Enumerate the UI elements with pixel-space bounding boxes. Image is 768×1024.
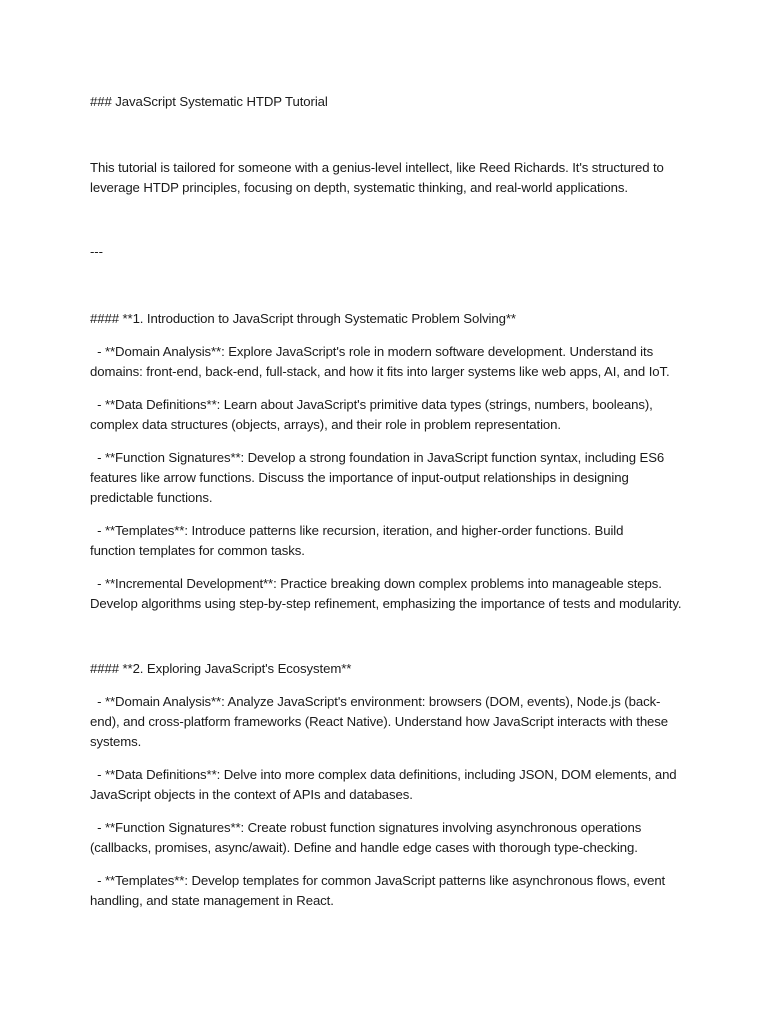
s1-data-definitions-line-2: complex data structures (objects, arrays), and their role in problem representation.: [90, 417, 561, 432]
s1-templates-line-2: function templates for common tasks.: [90, 543, 305, 558]
s2-templates-line-1: - **Templates**: Develop templates for common JavaScript patterns like asynchronous flows, event: [90, 873, 666, 888]
s1-domain-analysis-line-1: - **Domain Analysis**: Explore JavaScript's role in modern software development. Understand its: [90, 344, 654, 359]
s1-templates-line-1: - **Templates**: Introduce patterns like recursion, iteration, and higher-order functions. Build: [90, 523, 624, 538]
s2-function-signatures-line-1: - **Function Signatures**: Create robust function signatures involving asynchronous operations: [90, 820, 642, 835]
s1-function-signatures-line-1: - **Function Signatures**: Develop a strong foundation in JavaScript function syntax, including ES6: [90, 450, 665, 465]
s1-domain-analysis-line-2: domains: front-end, back-end, full-stack, and how it fits into larger systems like web apps, AI, and IoT.: [90, 364, 670, 379]
s1-incremental-development-line-1: - **Incremental Development**: Practice breaking down complex problems into manageable steps.: [90, 576, 662, 591]
s2-domain-analysis-line-3: systems.: [90, 734, 142, 749]
s1-function-signatures-line-2: features like arrow functions. Discuss the importance of input-output relationships in designing: [90, 470, 629, 485]
s2-data-definitions-line-2: JavaScript objects in the context of APIs and databases.: [90, 787, 413, 802]
section2-heading: #### **2. Exploring JavaScript's Ecosystem**: [90, 661, 352, 676]
s1-incremental-development-line-2: Develop algorithms using step-by-step refinement, emphasizing the importance of tests and modularity.: [90, 596, 682, 611]
s2-domain-analysis-line-2: end), and cross-platform frameworks (React Native). Understand how JavaScript interacts with these: [90, 714, 669, 729]
intro-line-1: This tutorial is tailored for someone with a genius-level intellect, like Reed Richards. It's structured to: [90, 160, 664, 175]
section1-heading: #### **1. Introduction to JavaScript through Systematic Problem Solving**: [90, 311, 516, 326]
s2-data-definitions-line-1: - **Data Definitions**: Delve into more complex data definitions, including JSON, DOM elements, and: [90, 767, 677, 782]
section-divider: ---: [90, 244, 103, 259]
s2-templates-line-2: handling, and state management in React.: [90, 893, 334, 908]
document-page: [90, 0, 690, 1024]
s2-domain-analysis-line-1: - **Domain Analysis**: Analyze JavaScript's environment: browsers (DOM, events), Node.js (back-: [90, 694, 661, 709]
document-title: ### JavaScript Systematic HTDP Tutorial: [90, 94, 328, 109]
s1-data-definitions-line-1: - **Data Definitions**: Learn about JavaScript's primitive data types (strings, numbers, booleans),: [90, 397, 653, 412]
intro-line-2: leverage HTDP principles, focusing on depth, systematic thinking, and real-world applications.: [90, 180, 628, 195]
s2-function-signatures-line-2: (callbacks, promises, async/await). Define and handle edge cases with thorough type-checking.: [90, 840, 638, 855]
s1-function-signatures-line-3: predictable functions.: [90, 490, 213, 505]
